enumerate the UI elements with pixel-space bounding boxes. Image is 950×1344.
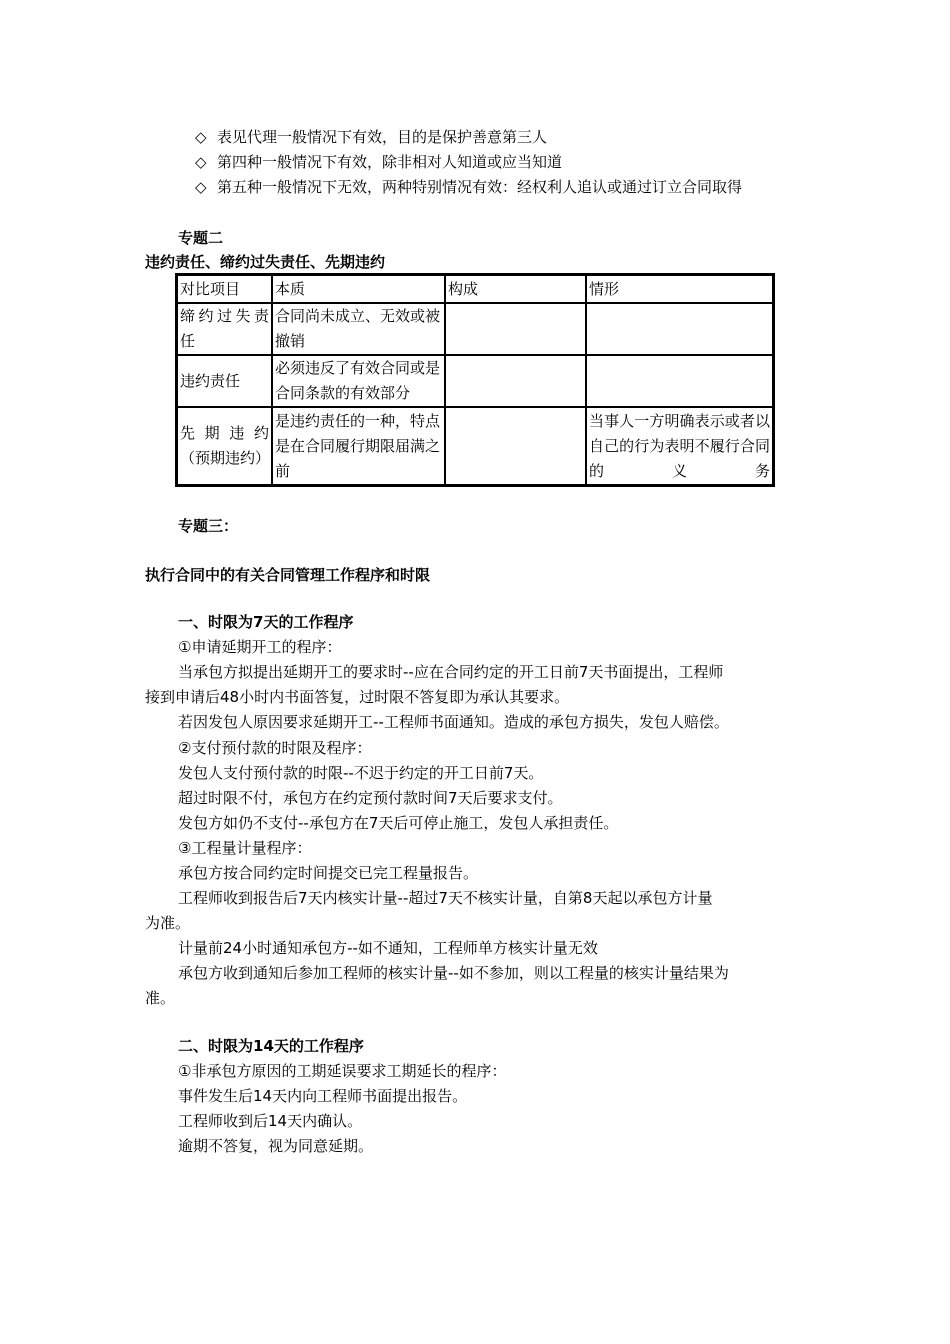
table-cell [586,355,773,407]
table-row [177,303,773,355]
body-line: 工程师收到报告后7天内核实计量--超过7天不核实计量，自第8天起以承包方计量 [178,889,713,907]
section-heading: 二、时限为14天的工作程序 [178,1037,364,1055]
topic-title: 执行合同中的有关合同管理工作程序和时限 [145,566,431,584]
body-line: 接到申请后48小时内书面答复，过时限不答复即为承认其要求。 [145,688,570,706]
diamond-icon: ◇ [195,128,207,146]
body-line: 发包方如仍不支付--承包方在7天后可停止施工，发包人承担责任。 [178,814,619,832]
topic-label: 专题二 [178,229,224,247]
table-header-cell: 构成 [445,275,586,303]
table-row [177,407,773,485]
body-line: 承包方收到通知后参加工程师的核实计量--如不参加，则以工程量的核实计量结果为 [178,964,729,982]
table-cell: 缔约过失责任 [177,303,272,355]
body-line: 为准。 [145,914,191,932]
body-line: 当承包方拟提出延期开工的要求时--应在合同约定的开工日前7天书面提出，工程师 [178,663,724,681]
diamond-icon: ◇ [195,153,207,171]
topic-title: 违约责任、缔约过失责任、先期违约 [145,253,386,271]
table-cell [445,303,586,355]
table-cell: 是违约责任的一种，特点是在合同履行期限届满之前 [272,407,445,485]
bullet-item: ◇ 第四种一般情况下有效，除非相对人知道或应当知道 [195,150,562,174]
section-heading: 一、时限为7天的工作程序 [178,613,354,631]
table-cell: 先期违约（预期违约） [177,407,272,485]
body-line: 逾期不答复，视为同意延期。 [178,1137,374,1155]
bullet-item: ◇ 第五种一般情况下无效，两种特别情况有效：经权利人追认或通过订立合同取得 [195,175,742,199]
table-cell [445,355,586,407]
topic-label: 专题三： [178,517,239,535]
table-header-row [177,275,773,303]
table-header-cell: 本质 [272,275,445,303]
body-line: 事件发生后14天内向工程师书面提出报告。 [178,1087,468,1105]
body-line: ①申请延期开工的程序： [178,638,342,656]
table-header-cell: 情形 [586,275,773,303]
table-header-cell: 对比项目 [177,275,272,303]
table-cell [586,303,773,355]
body-line: ③工程量计量程序： [178,839,312,857]
body-line: 承包方按合同约定时间提交已完工程量报告。 [178,864,479,882]
body-line: 准。 [145,989,176,1007]
body-line: ①非承包方原因的工期延误要求工期延长的程序： [178,1062,507,1080]
comparison-table [175,273,775,487]
table-cell: 当事人一方明确表示或者以自己的行为表明不履行合同的义务 [586,407,773,485]
body-line: 若因发包人原因要求延期开工--工程师书面通知。造成的承包方损失，发包人赔偿。 [178,713,729,731]
table-cell: 合同尚未成立、无效或被撤销 [272,303,445,355]
bullet-item: ◇ 表见代理一般情况下有效，目的是保护善意第三人 [195,125,547,149]
body-line: 计量前24小时通知承包方--如不通知，工程师单方核实计量无效 [178,939,598,957]
table-cell [445,407,586,485]
table-row [177,355,773,407]
body-line: 发包人支付预付款的时限--不迟于约定的开工日前7天。 [178,764,544,782]
table-cell: 必须违反了有效合同或是合同条款的有效部分 [272,355,445,407]
body-line: ②支付预付款的时限及程序： [178,739,372,757]
diamond-icon: ◇ [195,178,207,196]
table-cell: 违约责任 [177,355,272,407]
body-line: 超过时限不付，承包方在约定预付款时间7天后要求支付。 [178,789,563,807]
body-line: 工程师收到后14天内确认。 [178,1112,363,1130]
